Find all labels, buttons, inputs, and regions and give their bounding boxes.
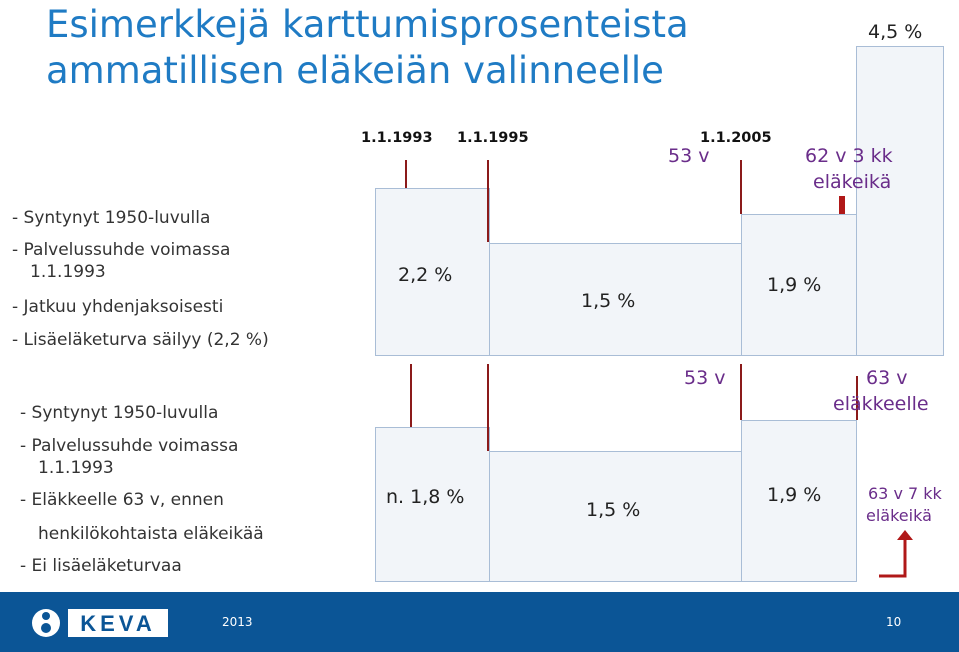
case2-tick-1993	[410, 364, 412, 427]
case2-bullet: henkilökohtaista eläkeikää	[38, 524, 264, 544]
case1-value-1: 2,2 %	[398, 264, 453, 286]
case2-value-1: n. 1,8 %	[386, 486, 465, 508]
case2-retire-label-2: eläkkeelle	[833, 393, 929, 415]
case1-retire-label-1: 62 v 3 kk	[805, 145, 893, 167]
case2-pension-age-1: 63 v 7 kk	[868, 484, 942, 503]
arrow-up-icon	[875, 528, 919, 584]
case1-tick-1993	[405, 160, 407, 188]
case1-retire-label-2: eläkeikä	[813, 171, 892, 193]
case1-bar-retire	[856, 46, 944, 356]
case1-tick-1995	[487, 160, 489, 242]
case1-retire-marker	[839, 196, 845, 214]
date-2005: 1.1.2005	[700, 130, 772, 146]
case1-bullet: - Syntynyt 1950-luvulla	[12, 208, 211, 228]
case2-bullet: - Eläkkeelle 63 v, ennen	[20, 490, 224, 510]
case1-value-3: 1,9 %	[767, 274, 822, 296]
case2-value-2: 1,5 %	[586, 499, 641, 521]
date-1993: 1.1.1993	[361, 130, 433, 146]
case2-age-53: 53 v	[684, 367, 726, 389]
case1-bullet: - Lisäeläketurva säilyy (2,2 %)	[12, 330, 269, 350]
case2-bullet: - Palvelussuhde voimassa	[20, 436, 239, 456]
case2-tick-2005	[740, 364, 742, 420]
case2-tick-1995	[487, 364, 489, 451]
title-line-1: Esimerkkejä karttumisprosenteista	[46, 3, 689, 46]
case1-bullet: - Palvelussuhde voimassa	[12, 240, 231, 260]
title-line-2: ammatillisen eläkeiän valinneelle	[46, 49, 664, 92]
case1-value-2: 1,5 %	[581, 290, 636, 312]
case1-tick-2005	[740, 160, 742, 214]
case2-pension-age-2: eläkeikä	[866, 506, 932, 525]
case1-bullet: - Jatkuu yhdenjaksoisesti	[12, 297, 224, 317]
case2-value-3: 1,9 %	[767, 484, 822, 506]
logo-text: KEVA	[80, 611, 156, 636]
date-1995: 1.1.1995	[457, 130, 529, 146]
case2-bullet: 1.1.1993	[38, 458, 114, 478]
case2-bullet: - Ei lisäeläketurvaa	[20, 556, 182, 576]
case1-bullet: 1.1.1993	[30, 262, 106, 282]
keva-logo	[30, 603, 172, 643]
footer-year: 2013	[222, 615, 253, 629]
case2-bullet: - Syntynyt 1950-luvulla	[20, 403, 219, 423]
slide-title	[46, 2, 846, 94]
case1-value-4: 4,5 %	[868, 21, 923, 43]
case1-age-53: 53 v	[668, 145, 710, 167]
case2-retire-label-1: 63 v	[866, 367, 908, 389]
footer-page-number: 10	[886, 615, 902, 629]
